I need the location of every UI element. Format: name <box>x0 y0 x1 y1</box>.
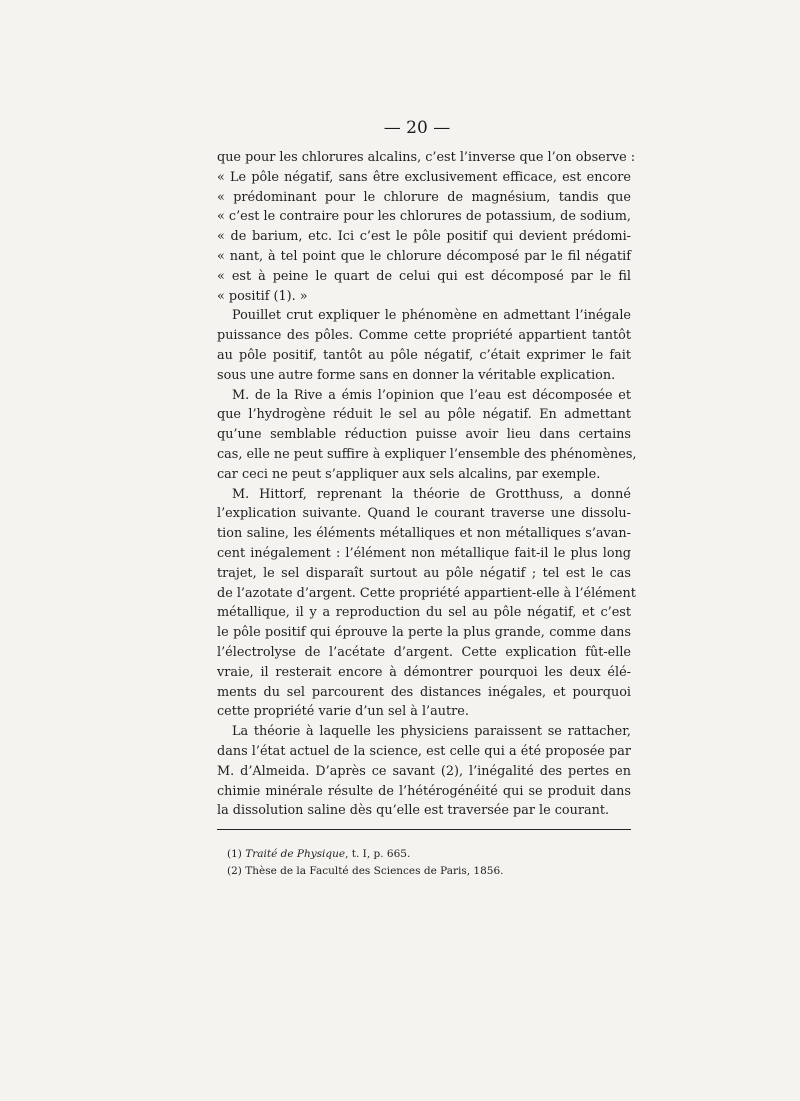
body-text <box>217 148 637 821</box>
footnote-text: Thèse de la Faculté des Sciences de Paris, 1856. <box>245 865 504 877</box>
footnotes <box>227 846 627 880</box>
footnote-title: Traité de Physique <box>245 848 346 860</box>
paragraph <box>217 386 637 485</box>
footnote-mark: (2) <box>227 865 242 877</box>
text-line: la dissolution saline dès qu’elle est traversée par le courant. <box>217 803 610 819</box>
text-line: tion saline, les éléments métalliques et non métalliques s’avan- <box>217 526 631 542</box>
text-line: « c’est le contraire pour les chlorures de potassium, de sodium, <box>217 209 631 225</box>
text-line: cas, elle ne peut suffire à expliquer l’ensemble des phénomènes, <box>217 446 637 462</box>
text-line: cette propriété varie d’un sel à l’autre. <box>217 704 469 720</box>
text-line: qu’une semblable réduction puisse avoir lieu dans certains <box>217 427 631 443</box>
text-line: que pour les chlorures alcalins, c’est l’inverse que l’on observe : <box>217 150 636 165</box>
text-line: « nant, à tel point que le chlorure décomposé par le fil négatif <box>217 248 631 264</box>
text-line: l’électrolyse de l’acétate d’argent. Cette explication fût-elle <box>217 644 631 660</box>
text-line: trajet, le sel disparaît surtout au pôle négatif ; tel est le cas <box>217 565 631 581</box>
text-line: La théorie à laquelle les physiciens paraissent se rattacher, <box>232 724 631 740</box>
text-line: car ceci ne peut s’appliquer aux sels alcalins, par exemple. <box>217 466 601 482</box>
text-line: vraie, il resterait encore à démontrer pourquoi les deux élé- <box>217 664 631 680</box>
text-line: puissance des pôles. Comme cette propriété appartient tantôt <box>217 328 631 344</box>
page-number: — 20 — <box>383 118 451 138</box>
text-line: le pôle positif qui éprouve la perte la plus grande, comme dans <box>217 625 631 641</box>
footnote-separator <box>217 829 631 830</box>
text-line: cent inégalement : l’élément non métallique fait-il le plus long <box>217 545 631 561</box>
text-line: « positif (1). » <box>217 288 308 304</box>
text-line: « prédominant pour le chlorure de magnésium, tandis que <box>217 189 631 205</box>
text-line: Pouillet crut expliquer le phénomène en admettant l’inégale <box>232 308 631 324</box>
text-line: métallique, il y a reproduction du sel au pôle négatif, et c’est <box>217 605 631 621</box>
paragraph <box>217 485 636 723</box>
paragraph <box>217 722 631 821</box>
text-line: « de barium, etc. Ici c’est le pôle positif qui devient prédomi- <box>217 229 631 245</box>
paragraph <box>217 306 631 385</box>
text-line: M. de la Rive a émis l’opinion que l’eau est décomposée et <box>232 387 631 403</box>
footnote <box>227 846 627 863</box>
text-line: « est à peine le quart de celui qui est décomposé par le fil <box>217 268 631 284</box>
text-line: au pôle positif, tantôt au pôle négatif, c’était exprimer le fait <box>217 347 631 363</box>
text-line: sous une autre forme sans en donner la véritable explication. <box>217 367 616 383</box>
text-line: ments du sel parcourent des distances inégales, et pourquoi <box>217 684 631 700</box>
text-line: chimie minérale résulte de l’hétérogénéité qui se produit dans <box>217 783 631 799</box>
footnote-mark: (1) <box>227 848 242 860</box>
text-line: M. Hittorf, reprenant la théorie de Grotthuss, a donné <box>232 486 631 502</box>
footnote-text: , t. I, p. 665. <box>345 848 411 860</box>
text-line: de l’azotate d’argent. Cette propriété appartient-elle à l’élément <box>217 585 636 601</box>
text-line: que l’hydrogène réduit le sel au pôle négatif. En admettant <box>217 407 631 423</box>
footnote <box>227 863 627 880</box>
text-line: l’explication suivante. Quand le courant traverse une dissolu- <box>217 506 631 522</box>
paragraph <box>217 148 636 306</box>
text-line: M. d’Almeida. D’après ce savant (2), l’inégalité des pertes en <box>217 763 631 779</box>
text-line: « Le pôle négatif, sans être exclusivement efficace, est encore <box>217 169 631 185</box>
text-line: dans l’état actuel de la science, est celle qui a été proposée par <box>217 743 631 759</box>
